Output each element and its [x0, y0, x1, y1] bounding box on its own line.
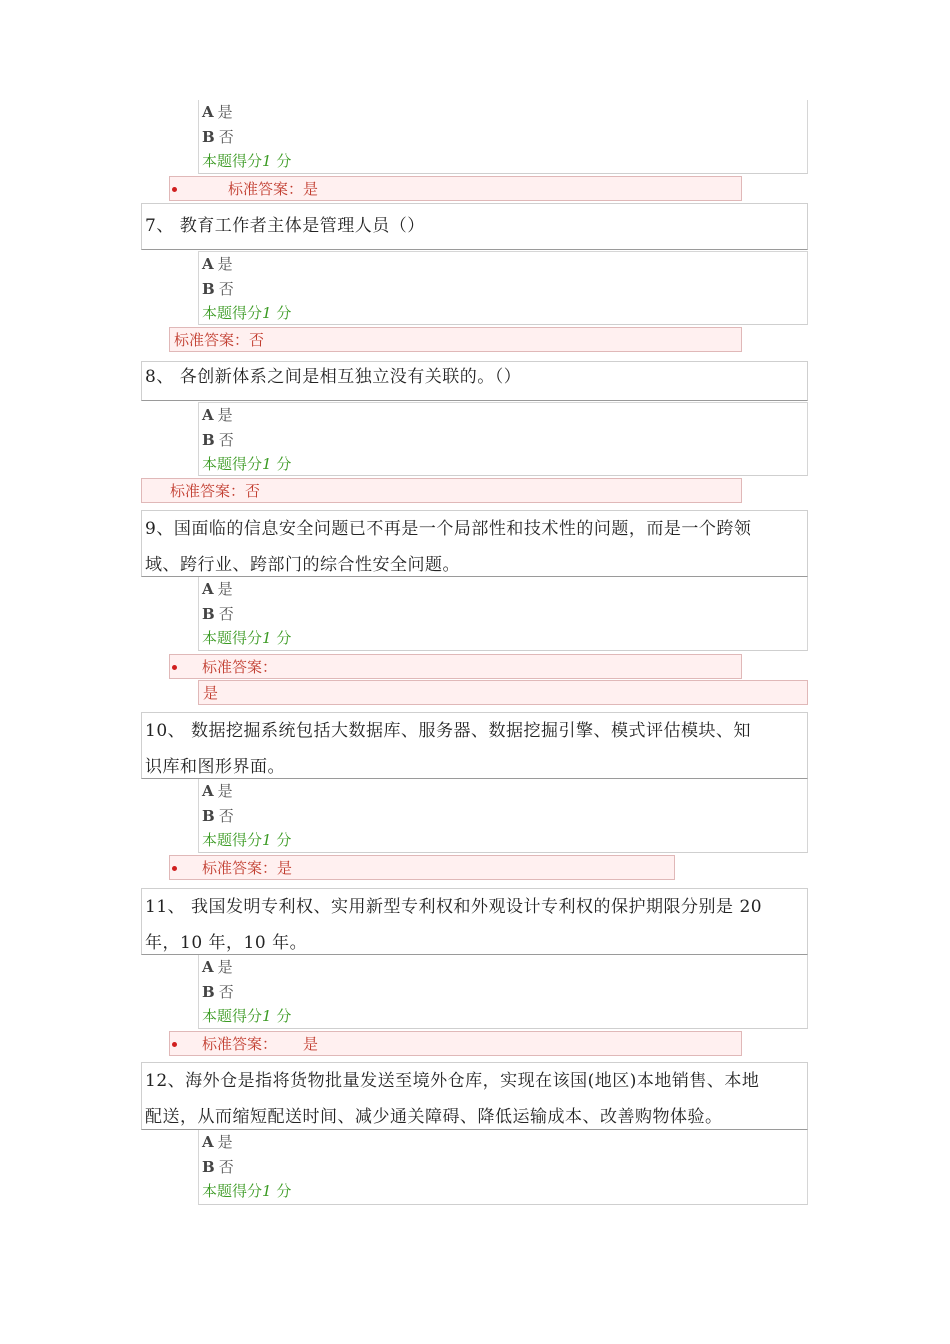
option-a[interactable]: A 是 [202, 1133, 233, 1151]
option-a[interactable]: A 是 [202, 580, 233, 598]
options-q10 [198, 779, 808, 853]
option-a[interactable]: A 是 [202, 255, 233, 273]
standard-answer-q11: 标准答案： 是 [169, 1031, 742, 1056]
score-line: 本题得分1 分 [202, 831, 292, 849]
standard-answer-q9: 标准答案： [169, 654, 742, 679]
bullet-icon [172, 1042, 177, 1047]
option-b[interactable]: B 否 [202, 982, 234, 1001]
score-line: 本题得分1 分 [202, 455, 292, 473]
options-q8 [198, 402, 808, 476]
question-8: 8、 各创新体系之间是相互独立没有关联的。（） [141, 361, 808, 401]
score-line: 本题得分1 分 [202, 152, 292, 170]
option-a[interactable]: A 是 [202, 782, 233, 800]
score-line: 本题得分1 分 [202, 304, 292, 322]
standard-answer-value-q9: 是 [198, 680, 808, 705]
option-a[interactable]: A 是 [202, 406, 233, 424]
options-q6 [198, 100, 808, 174]
bullet-icon [172, 866, 177, 871]
option-b[interactable]: B 否 [202, 430, 234, 449]
bullet-icon [172, 187, 177, 192]
option-b[interactable]: B 否 [202, 604, 234, 623]
options-q12 [198, 1130, 808, 1205]
score-line: 本题得分1 分 [202, 1007, 292, 1025]
options-q11 [198, 955, 808, 1029]
question-7: 7、 教育工作者主体是管理人员（） [141, 203, 808, 250]
option-b[interactable]: B 否 [202, 127, 234, 146]
option-b[interactable]: B 否 [202, 1157, 234, 1176]
options-q7 [198, 251, 808, 325]
score-line: 本题得分1 分 [202, 629, 292, 647]
question-9: 9、国面临的信息安全问题已不再是一个局部性和技术性的问题，而是一个跨领 域、跨行业、跨部门的综合性安全问题。 [141, 510, 808, 577]
standard-answer-q8: 标准答案：否 [141, 478, 742, 503]
option-b[interactable]: B 否 [202, 279, 234, 298]
standard-answer-q7: 标准答案：否 [169, 327, 742, 352]
option-b[interactable]: B 否 [202, 806, 234, 825]
question-11: 11、 我国发明专利权、实用新型专利权和外观设计专利权的保护期限分别是 20 年，10 年，10 年。 [141, 888, 808, 955]
score-line: 本题得分1 分 [202, 1182, 292, 1200]
option-a[interactable]: A 是 [202, 958, 233, 976]
options-q9 [198, 577, 808, 651]
question-12: 12、海外仓是指将货物批量发送至境外仓库，实现在该国(地区)本地销售、本地 配送，从而缩短配送时间、减少通关障碍、降低运输成本、改善购物体验。 [141, 1062, 808, 1130]
option-a[interactable]: A 是 [202, 103, 233, 121]
bullet-icon [172, 665, 177, 670]
standard-answer-q6: 标准答案：是 [169, 176, 742, 201]
question-10: 10、 数据挖掘系统包括大数据库、服务器、数据挖掘引擎、模式评估模块、知 识库和图形界面。 [141, 712, 808, 779]
standard-answer-q10: 标准答案：是 [169, 855, 675, 880]
